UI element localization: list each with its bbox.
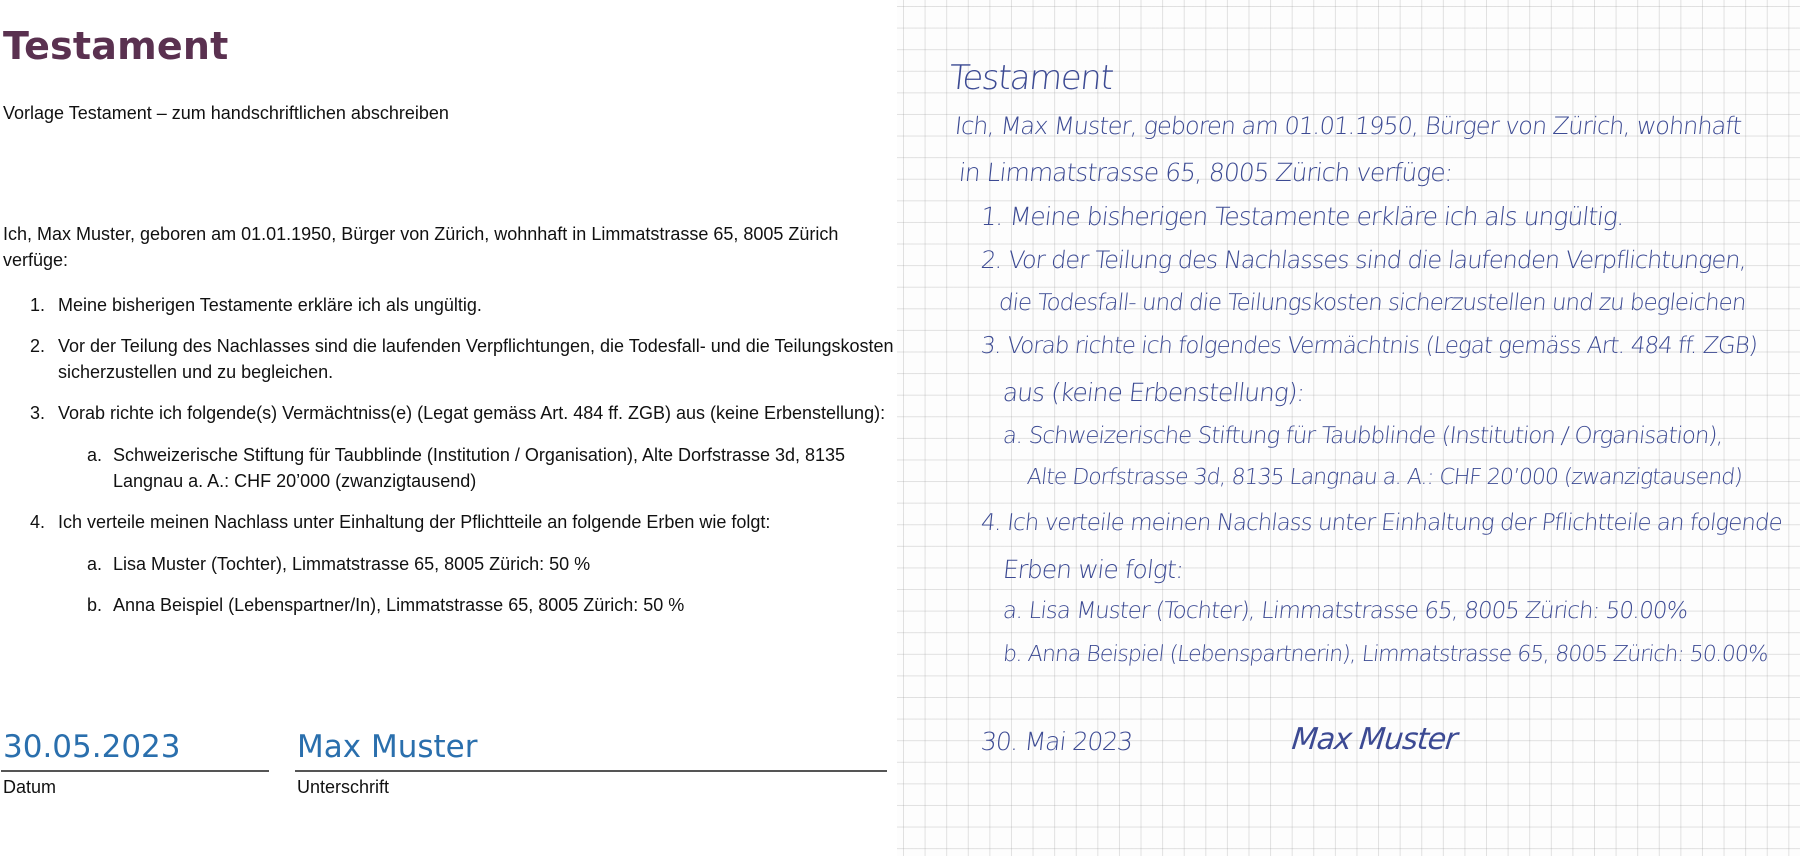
heir-item-b	[58, 592, 895, 618]
signature-field[interactable]	[295, 726, 887, 798]
clause-text: Vor der Teilung des Nachlasses sind die laufenden Verpflichtungen, die Todesfall- und die Teilungskosten sicherzustellen und zu begleichen.	[58, 336, 894, 382]
handwritten-line: a. Lisa Muster (Tochter), Limmatstrasse 65, 8005 Zürich: 50.00%	[1001, 598, 1689, 624]
handwritten-line: 2. Vor der Teilung des Nachlasses sind die laufenden Verpflichtungen,	[979, 246, 1748, 274]
item-letter: a.	[87, 445, 103, 465]
clause-1	[0, 292, 895, 318]
handwritten-line: in Limmatstrasse 65, 8005 Zürich verfüge:	[957, 158, 1454, 187]
handwritten-line: die Todesfall- und die Teilungskosten sicherzustellen und zu begleichen	[997, 290, 1747, 316]
clause-3	[0, 400, 895, 494]
handwritten-line: Alte Dorfstrasse 3d, 8135 Langnau a. A.: CHF 20’000 (zwanzigtausend)	[1025, 465, 1744, 490]
handwritten-copy	[897, 0, 1800, 856]
document-subtitle: Vorlage Testament – zum handschriftlichen abschreiben	[3, 103, 449, 123]
handwritten-line: Ich, Max Muster, geboren am 01.01.1950, Bürger von Zürich, wohnhaft	[953, 112, 1743, 140]
handwritten-line: Erben wie folgt:	[1001, 555, 1185, 584]
clause-number: 4.	[30, 512, 46, 532]
handwritten-signature: Max Muster	[1290, 722, 1459, 757]
legacy-list	[58, 442, 895, 494]
handwritten-line: 1. Meine bisherigen Testamente erkläre ich als ungültig.	[979, 202, 1626, 231]
date-label: Datum	[3, 777, 57, 797]
item-letter: b.	[87, 595, 103, 615]
document-title: Testament	[3, 24, 229, 68]
heir-list	[58, 551, 895, 618]
clause-4	[0, 509, 895, 618]
handwritten-title: Testament	[946, 58, 1115, 98]
clause-text: Meine bisherigen Testamente erkläre ich als ungültig.	[58, 295, 482, 315]
clause-number: 2.	[30, 336, 46, 356]
typed-template	[0, 0, 895, 856]
signature-underline	[295, 770, 887, 772]
handwritten-line: aus (keine Erbenstellung):	[1001, 378, 1306, 407]
clause-number: 1.	[30, 295, 46, 315]
item-text: Schweizerische Stiftung für Taubblinde (Institution / Organisation), Alte Dorfstrasse 3d, 8135 Langnau a. A.: CHF 20’000 (zwanzigtausend)	[113, 445, 846, 491]
handwritten-line: a. Schweizerische Stiftung für Taubblinde (Institution / Organisation),	[1001, 423, 1725, 449]
intro-paragraph: Ich, Max Muster, geboren am 01.01.1950, Bürger von Zürich, wohnhaft in Limmatstrasse 65, 8005 Zürich verfüge:	[3, 224, 839, 270]
clause-text: Ich verteile meinen Nachlass unter Einhaltung der Pflichtteile an folgende Erben wie folgt:	[58, 512, 771, 532]
clause-number: 3.	[30, 403, 46, 423]
handwritten-line: 4. Ich verteile meinen Nachlass unter Einhaltung der Pflichtteile an folgende	[979, 510, 1784, 536]
heir-item-a	[58, 551, 895, 577]
clause-list	[0, 292, 895, 633]
handwritten-line: 3. Vorab richte ich folgendes Vermächtnis (Legat gemäss Art. 484 ff. ZGB)	[979, 333, 1759, 359]
legacy-item-a	[58, 442, 895, 494]
date-underline	[1, 770, 269, 772]
item-text: Anna Beispiel (Lebenspartner/In), Limmatstrasse 65, 8005 Zürich: 50 %	[113, 595, 685, 615]
handwritten-line: b. Anna Beispiel (Lebenspartnerin), Limmatstrasse 65, 8005 Zürich: 50.00%	[1001, 642, 1769, 667]
signature-row	[0, 726, 895, 796]
item-letter: a.	[87, 554, 103, 574]
signature-label: Unterschrift	[297, 777, 390, 797]
clause-text: Vorab richte ich folgende(s) Vermächtniss(e) (Legat gemäss Art. 484 ff. ZGB) aus (keine Erbenstellung):	[58, 403, 886, 423]
clause-2	[0, 333, 895, 385]
item-text: Lisa Muster (Tochter), Limmatstrasse 65, 8005 Zürich: 50 %	[113, 554, 591, 574]
signature-value[interactable]: Max Muster	[297, 729, 478, 765]
handwritten-date: 30. Mai 2023	[979, 727, 1134, 756]
date-value[interactable]: 30.05.2023	[3, 729, 181, 765]
date-field[interactable]	[1, 726, 269, 798]
